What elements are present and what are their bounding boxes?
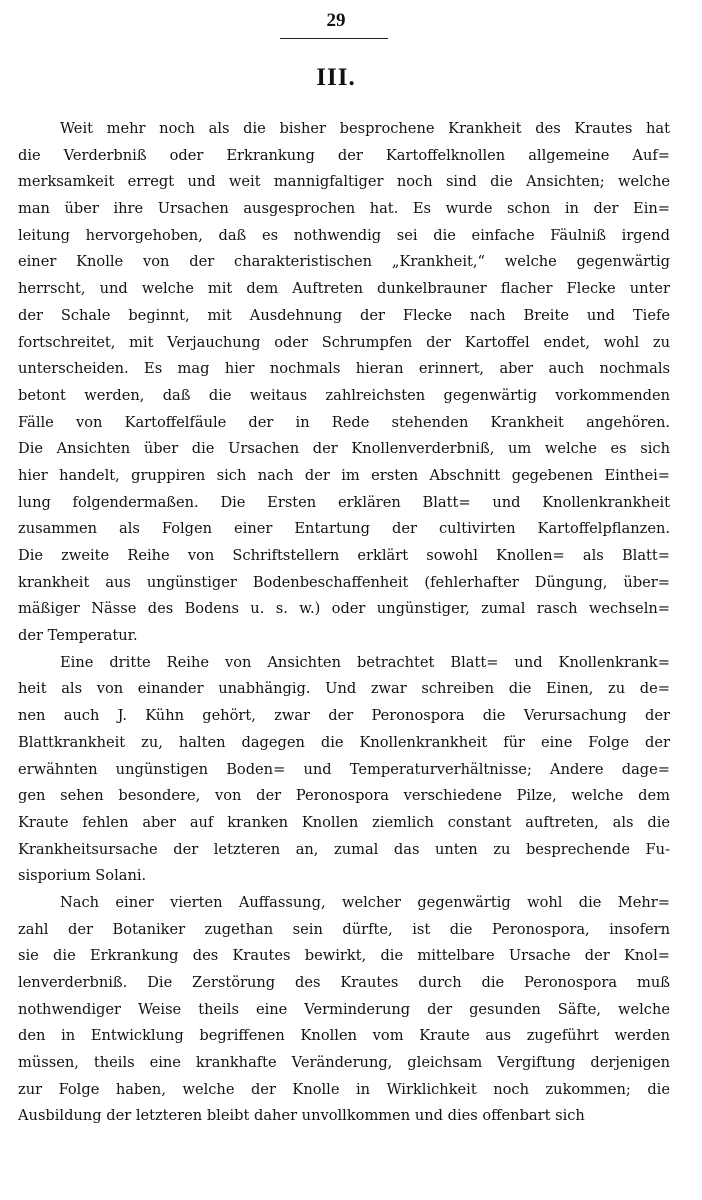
text-line: einer Knolle von der charakteristischen „Krankheit,“ welche gegenwärtig: [18, 253, 670, 271]
text-line: leitung hervorgehoben, daß es nothwendig sei die einfache Fäulniß irgend: [18, 226, 670, 244]
paragraph-p3: [18, 890, 670, 1130]
text-line: heit als von einander unabhängig. Und zwar schreiben die Einen, zu de=: [18, 680, 670, 698]
text-line: zahl der Botaniker zugethan sein dürfte, ist die Peronospora, insofern: [18, 920, 670, 938]
text-line: Krankheitsursache der letzteren an, zumal das unten zu besprechende Fu-: [18, 840, 670, 858]
text-line: gen sehen besondere, von der Peronospora verschiedene Pilze, welche dem: [18, 787, 670, 805]
text-line: der Temperatur.: [18, 627, 138, 645]
text-line: lung folgendermaßen. Die Ersten erklären Blatt= und Knollenkrankheit: [18, 493, 670, 511]
text-line: Weit mehr noch als die bisher besprochene Krankheit des Krautes hat: [60, 120, 670, 137]
chapter-heading: III.: [316, 64, 356, 91]
text-line: hier handelt, gruppiren sich nach der im ersten Abschnitt gegebenen Einthei=: [18, 466, 670, 484]
text-line: Die zweite Reihe von Schriftstellern erklärt sowohl Knollen= als Blatt=: [18, 547, 670, 564]
text-line: nen auch J. Kühn gehört, zwar der Peronospora die Verursachung der: [18, 707, 670, 725]
text-line: den in Entwicklung begriffenen Knollen vom Kraute aus zugeführt werden: [18, 1027, 670, 1045]
text-line: krankheit aus ungünstiger Bodenbeschaffenheit (fehlerhafter Düngung, über=: [18, 573, 670, 591]
text-line: nothwendiger Weise theils eine Verminderung der gesunden Säfte, welche: [18, 1000, 670, 1018]
text-line: unterscheiden. Es mag hier nochmals hieran erinnert, aber auch nochmals: [18, 360, 670, 378]
text-line: herrscht, und welche mit dem Auftreten dunkelbrauner flacher Flecke unter: [18, 280, 670, 298]
text-line: lenverderbniß. Die Zerstörung des Krautes durch die Peronospora muß: [18, 974, 670, 991]
text-line: merksamkeit erregt und weit mannigfaltiger noch sind die Ansichten; welche: [18, 173, 670, 191]
text-line: erwähnten ungünstigen Boden= und Temperaturverhältnisse; Andere dage=: [18, 760, 670, 778]
text-line: müssen, theils eine krankhafte Veränderung, gleichsam Vergiftung derjenigen: [18, 1054, 670, 1072]
header-rule: [280, 38, 388, 39]
text-line: Nach einer vierten Auffassung, welcher gegenwärtig wohl die Mehr=: [60, 893, 670, 911]
text-line: sisporium Solani.: [18, 867, 147, 885]
text-line: betont werden, daß die weitaus zahlreichsten gegenwärtig vorkommenden: [18, 386, 670, 404]
paragraph-p1: [18, 116, 670, 650]
text-line: zusammen als Folgen einer Entartung der cultivirten Kartoffelpflanzen.: [18, 520, 670, 538]
text-line: Fälle von Kartoffelfäule der in Rede stehenden Krankheit angehören.: [18, 413, 670, 431]
text-line: Die Ansichten über die Ursachen der Knollenverderbniß, um welche es sich: [18, 440, 670, 458]
paragraph-p2: [18, 650, 670, 890]
text-line: zur Folge haben, welche der Knolle in Wirklichkeit noch zukommen; die: [18, 1080, 670, 1098]
page-number: 29: [326, 10, 346, 31]
text-line: Eine dritte Reihe von Ansichten betrachtet Blatt= und Knollenkrank=: [60, 653, 670, 671]
text-line: man über ihre Ursachen ausgesprochen hat. Es wurde schon in der Ein=: [18, 200, 670, 218]
text-line: Blattkrankheit zu, halten dagegen die Knollenkrankheit für eine Folge der: [18, 733, 670, 751]
body-text: [18, 116, 670, 1130]
text-line: Kraute fehlen aber auf kranken Knollen ziemlich constant auftreten, als die: [18, 813, 670, 831]
text-line: fortschreitet, mit Verjauchung oder Schrumpfen der Kartoffel endet, wohl zu: [18, 333, 670, 351]
text-line: mäßiger Nässe des Bodens u. s. w.) oder ungünstiger, zumal rasch wechseln=: [18, 600, 670, 618]
text-line: Ausbildung der letzteren bleibt daher unvollkommen und dies offenbart sich: [18, 1107, 585, 1125]
text-line: der Schale beginnt, mit Ausdehnung der Flecke nach Breite und Tiefe: [18, 306, 670, 324]
text-line: die Verderbniß oder Erkrankung der Kartoffelknollen allgemeine Auf=: [18, 146, 670, 164]
text-line: sie die Erkrankung des Krautes bewirkt, die mittelbare Ursache der Knol=: [18, 947, 670, 965]
